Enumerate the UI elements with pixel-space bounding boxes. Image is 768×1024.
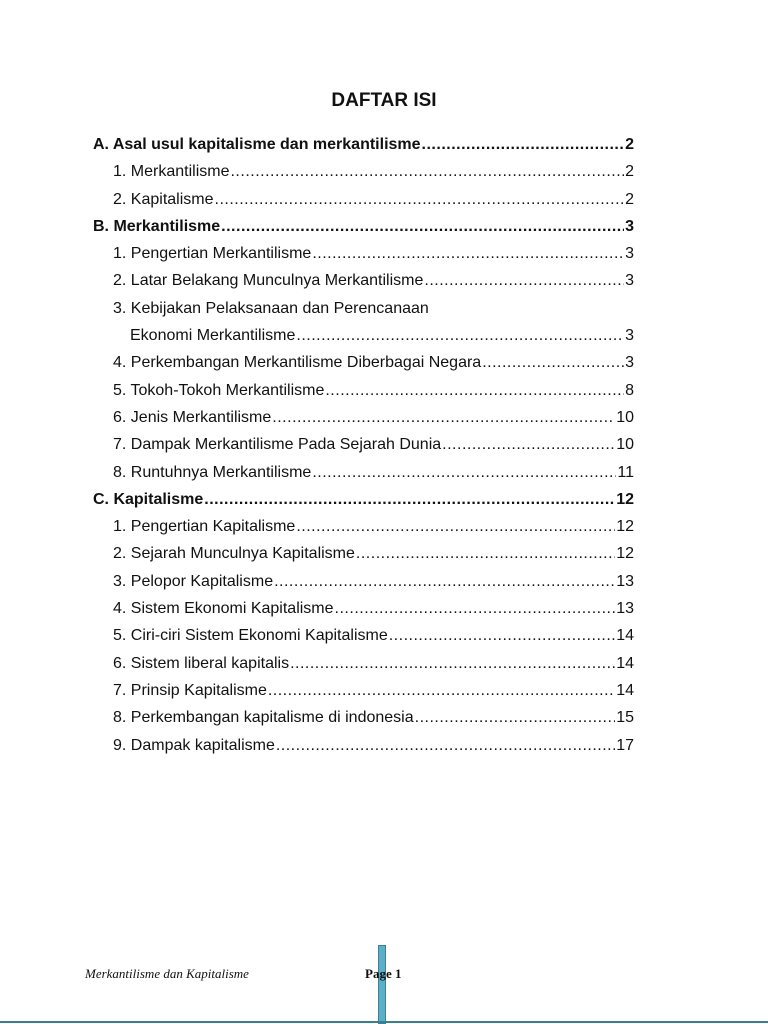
toc-entry-text: 6. Sistem liberal kapitalis: [113, 654, 290, 672]
dot-leader: [272, 404, 615, 431]
toc-entry[interactable]: [93, 349, 634, 376]
dot-leader: [274, 568, 615, 595]
toc-entry-text: 4. Sistem Ekonomi Kapitalisme: [113, 600, 334, 618]
footer-document-title: Merkantilisme dan Kapitalisme: [85, 966, 249, 981]
dot-leader: [296, 513, 615, 540]
toc-entry-text: C. Kapitalisme: [93, 490, 204, 508]
toc-page-number: 12: [616, 545, 634, 563]
toc-entry[interactable]: [93, 568, 634, 595]
toc-page-number: 3: [625, 272, 634, 290]
toc-page-number: 3: [625, 217, 634, 235]
dot-leader: [482, 349, 624, 376]
table-of-contents: [93, 131, 634, 759]
toc-entry-text: 1. Merkantilisme: [113, 163, 230, 181]
toc-page-number: 10: [616, 408, 634, 426]
toc-entry-text: 3. Kebijakan Pelaksanaan dan Perencanaan: [113, 299, 429, 317]
toc-entry-text: 1. Pengertian Kapitalisme: [113, 518, 296, 536]
dot-leader: [215, 186, 625, 213]
dot-leader: [325, 377, 624, 404]
dot-leader: [442, 431, 615, 458]
toc-entry[interactable]: [93, 704, 634, 731]
dot-leader: [335, 595, 616, 622]
toc-entry[interactable]: [93, 158, 634, 185]
dot-leader: [276, 732, 615, 759]
toc-entry-text: B. Merkantilisme: [93, 217, 221, 235]
toc-page-number: 14: [616, 654, 634, 672]
dot-leader: [415, 704, 616, 731]
toc-entry[interactable]: [93, 595, 634, 622]
toc-entry-text: 2. Sejarah Munculnya Kapitalisme: [113, 545, 355, 563]
toc-entry-text: 3. Pelopor Kapitalisme: [113, 572, 274, 590]
toc-entry-text: 4. Perkembangan Merkantilisme Diberbagai Negara: [113, 354, 482, 372]
toc-entry[interactable]: [93, 404, 634, 431]
dot-leader: [221, 213, 624, 240]
toc-entry[interactable]: [93, 131, 634, 158]
toc-entry-text: 5. Tokoh-Tokoh Merkantilisme: [113, 381, 325, 399]
toc-entry[interactable]: [93, 377, 634, 404]
toc-page-number: 3: [625, 354, 634, 372]
toc-entry[interactable]: [93, 186, 634, 213]
toc-page-number: 13: [616, 572, 634, 590]
dot-leader: [312, 459, 616, 486]
toc-entry-text: 2. Kapitalisme: [113, 190, 214, 208]
toc-page-number: 17: [616, 736, 634, 754]
dot-leader: [389, 622, 615, 649]
dot-leader: [424, 267, 624, 294]
toc-entry[interactable]: [93, 732, 634, 759]
toc-entry[interactable]: [93, 650, 634, 677]
page-marker-bar: [378, 945, 386, 1024]
toc-entry[interactable]: [93, 513, 634, 540]
toc-page-number: 3: [625, 327, 634, 345]
footer-rule: [0, 1021, 768, 1023]
toc-entry-text: 1. Pengertian Merkantilisme: [113, 245, 312, 263]
toc-entry[interactable]: [93, 213, 634, 240]
toc-entry[interactable]: [93, 486, 634, 513]
toc-page-number: 8: [625, 381, 634, 399]
dot-leader: [356, 540, 615, 567]
toc-page-number: 2: [625, 163, 634, 181]
toc-entry-text: 7. Prinsip Kapitalisme: [113, 681, 267, 699]
toc-page-number: 11: [617, 463, 634, 481]
toc-entry-text: 8. Runtuhnya Merkantilisme: [113, 463, 312, 481]
toc-entry-text: 2. Latar Belakang Munculnya Merkantilisme: [113, 272, 424, 290]
toc-page-number: 15: [616, 709, 634, 727]
toc-entry-text: A. Asal usul kapitalisme dan merkantilisme: [93, 136, 421, 153]
toc-entry-text: 6. Jenis Merkantilisme: [113, 408, 272, 426]
toc-entry[interactable]: [93, 431, 634, 458]
toc-page-number: 12: [616, 518, 634, 536]
toc-entry-text: 8. Perkembangan kapitalisme di indonesia: [113, 709, 414, 727]
dot-leader: [204, 486, 615, 513]
toc-page-number: 10: [616, 436, 634, 454]
toc-page-number: 2: [625, 190, 634, 208]
dot-leader: [296, 322, 624, 349]
page-title: DAFTAR ISI: [331, 90, 437, 111]
toc-page-number: 12: [616, 490, 634, 508]
toc-page-number: 2: [625, 136, 634, 153]
toc-entry[interactable]: [93, 677, 634, 704]
toc-entry-text: 5. Ciri-ciri Sistem Ekonomi Kapitalisme: [113, 627, 388, 645]
toc-entry-text: Ekonomi Merkantilisme: [130, 327, 296, 345]
toc-entry[interactable]: [93, 622, 634, 649]
toc-page-number: 14: [616, 681, 634, 699]
toc-entry[interactable]: [93, 295, 634, 322]
toc-entry[interactable]: [93, 267, 634, 294]
toc-entry-text: 7. Dampak Merkantilisme Pada Sejarah Dunia: [113, 436, 442, 454]
toc-page-number: 14: [616, 627, 634, 645]
toc-entry[interactable]: [93, 459, 634, 486]
dot-leader: [422, 131, 625, 158]
dot-leader: [268, 677, 615, 704]
toc-entry[interactable]: [93, 240, 634, 267]
footer-page-number: Page 1: [365, 966, 402, 981]
toc-page-number: 13: [616, 600, 634, 618]
toc-page-number: 3: [625, 245, 634, 263]
dot-leader: [230, 158, 624, 185]
dot-leader: [312, 240, 624, 267]
dot-leader: [290, 650, 615, 677]
toc-entry-text: 9. Dampak kapitalisme: [113, 736, 275, 754]
toc-entry[interactable]: [93, 540, 634, 567]
toc-entry[interactable]: [93, 322, 634, 349]
